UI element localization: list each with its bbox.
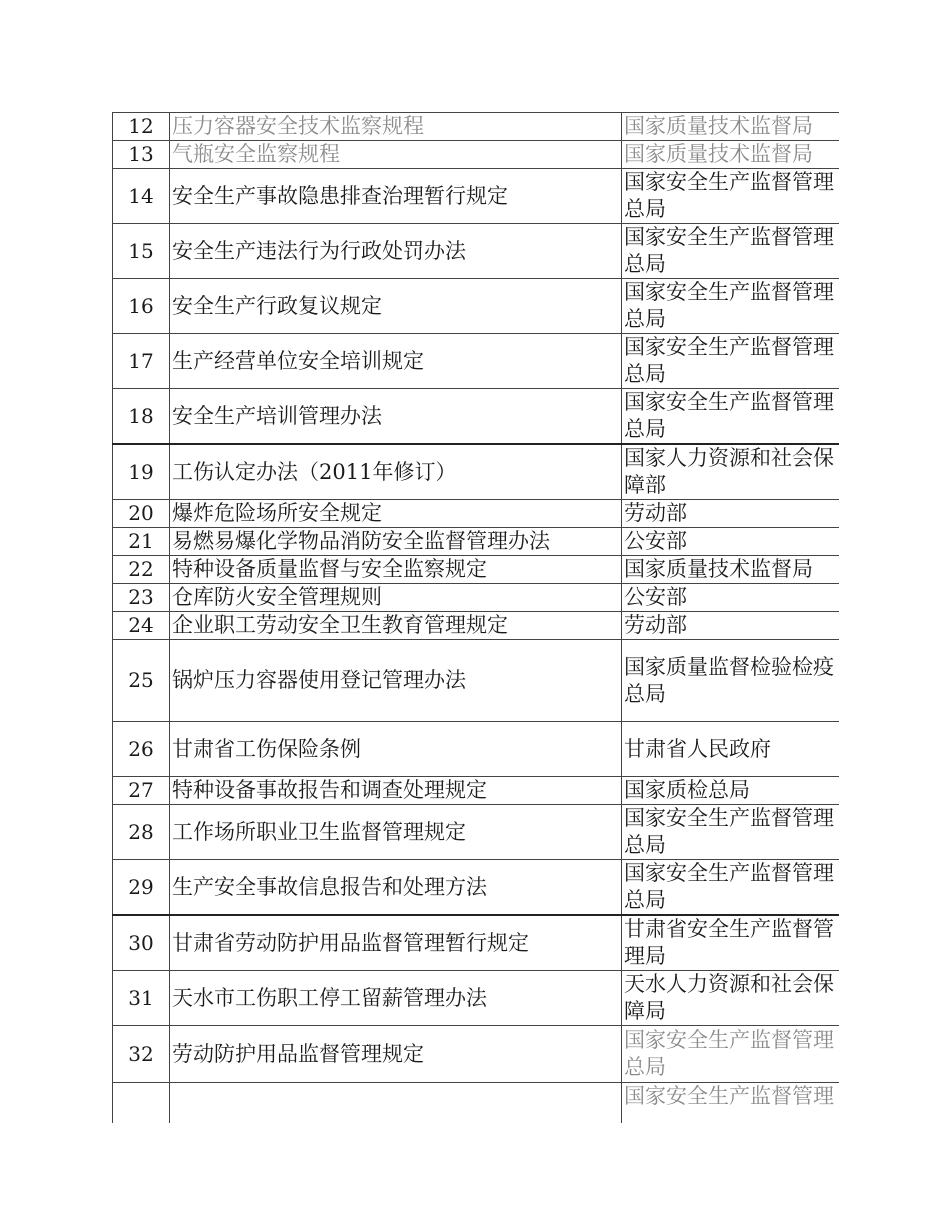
authority-line: 国家人力资源和社会保	[624, 446, 834, 470]
regulation-name: 气瓶安全监察规程	[170, 141, 622, 169]
issuing-authority	[622, 334, 839, 389]
row-number: 32	[113, 1026, 170, 1083]
row-number: 25	[113, 640, 170, 722]
regulation-name: 仓库防火安全管理规则	[170, 584, 622, 612]
row-number: 15	[113, 224, 170, 279]
regulation-name: 易燃易爆化学物品消防安全监督管理办法	[170, 528, 622, 556]
row-number: 19	[113, 444, 170, 500]
regulation-name: 工伤认定办法（2011年修订）	[170, 444, 622, 500]
row-number: 12	[113, 113, 170, 141]
regulation-name: 甘肃省劳动防护用品监督管理暂行规定	[170, 915, 622, 971]
authority-line: 公安部	[624, 529, 687, 553]
regulation-name: 安全生产培训管理办法	[170, 389, 622, 445]
row-number: 29	[113, 860, 170, 916]
table-row	[113, 915, 839, 971]
issuing-authority	[622, 224, 839, 279]
table-row	[113, 224, 839, 279]
regulation-name: 生产安全事故信息报告和处理方法	[170, 860, 622, 916]
row-number: 20	[113, 500, 170, 528]
authority-line: 甘肃省人民政府	[624, 736, 771, 761]
authority-line: 总局	[624, 417, 666, 441]
authority-line: 劳动部	[624, 613, 687, 637]
table-row	[113, 584, 839, 612]
authority-line: 国家质检总局	[624, 778, 750, 802]
table-row	[113, 279, 839, 334]
issuing-authority	[622, 805, 839, 860]
regulation-name: 甘肃省工伤保险条例	[170, 722, 622, 777]
row-number: 22	[113, 556, 170, 584]
authority-line: 障局	[624, 999, 666, 1023]
regulation-name: 工作场所职业卫生监督管理规定	[170, 805, 622, 860]
issuing-authority	[622, 500, 839, 528]
authority-line: 总局	[624, 1055, 666, 1079]
table-row	[113, 860, 839, 916]
regulation-name: 劳动防护用品监督管理规定	[170, 1026, 622, 1083]
table-row	[113, 556, 839, 584]
issuing-authority	[622, 141, 839, 169]
issuing-authority	[622, 860, 839, 916]
row-number: 27	[113, 777, 170, 805]
issuing-authority	[622, 169, 839, 224]
authority-line: 总局	[624, 197, 666, 221]
authority-line: 总局	[624, 833, 666, 857]
authority-line: 国家安全生产监督管理	[624, 170, 834, 194]
authority-line: 甘肃省安全生产监督管	[624, 917, 834, 941]
table-row	[113, 805, 839, 860]
issuing-authority	[622, 556, 839, 584]
table-row	[113, 389, 839, 445]
regulation-name: 天水市工伤职工停工留薪管理办法	[170, 971, 622, 1026]
authority-line: 国家安全生产监督管理	[624, 806, 834, 830]
authority-line: 国家安全生产监督管理	[624, 225, 834, 249]
authority-line: 国家安全生产监督管理	[624, 861, 834, 885]
issuing-authority	[622, 971, 839, 1026]
row-number: 13	[113, 141, 170, 169]
row-number: 21	[113, 528, 170, 556]
row-number: 23	[113, 584, 170, 612]
authority-line: 总局	[624, 362, 666, 386]
authority-line: 总局	[624, 252, 666, 276]
authority-line: 国家安全生产监督管理	[624, 335, 834, 359]
authority-line: 国家质量监督检验检疫	[624, 654, 834, 679]
issuing-authority	[622, 528, 839, 556]
table-row	[113, 334, 839, 389]
row-number: 16	[113, 279, 170, 334]
table-row	[113, 640, 839, 722]
issuing-authority	[622, 1083, 839, 1123]
authority-line: 国家质量技术监督局	[624, 142, 813, 166]
row-number: 17	[113, 334, 170, 389]
authority-line: 国家安全生产监督管理	[624, 280, 834, 304]
authority-line: 障部	[624, 473, 666, 497]
row-number: 28	[113, 805, 170, 860]
authority-line: 国家安全生产监督管理	[624, 1084, 834, 1108]
issuing-authority	[622, 612, 839, 640]
row-number: 14	[113, 169, 170, 224]
authority-line: 国家安全生产监督管理	[624, 1028, 834, 1052]
regulation-name: 安全生产违法行为行政处罚办法	[170, 224, 622, 279]
regulation-name: 爆炸危险场所安全规定	[170, 500, 622, 528]
authority-line: 劳动部	[624, 501, 687, 525]
table-row	[113, 113, 839, 141]
authority-line: 总局	[624, 888, 666, 912]
table-row	[113, 1083, 839, 1123]
table-row	[113, 169, 839, 224]
regulations-table	[112, 112, 839, 1123]
table-row	[113, 141, 839, 169]
authority-line: 国家质量技术监督局	[624, 114, 813, 138]
regulation-name: 压力容器安全技术监察规程	[170, 113, 622, 141]
row-number	[113, 1083, 170, 1123]
table-row	[113, 444, 839, 500]
issuing-authority	[622, 584, 839, 612]
table-row	[113, 528, 839, 556]
row-number: 26	[113, 722, 170, 777]
authority-line: 国家安全生产监督管理	[624, 390, 834, 414]
regulation-name: 企业职工劳动安全卫生教育管理规定	[170, 612, 622, 640]
issuing-authority	[622, 113, 839, 141]
issuing-authority	[622, 1026, 839, 1083]
regulation-name: 生产经营单位安全培训规定	[170, 334, 622, 389]
issuing-authority	[622, 640, 839, 722]
issuing-authority	[622, 915, 839, 971]
regulation-name: 安全生产事故隐患排查治理暂行规定	[170, 169, 622, 224]
regulation-name: 锅炉压力容器使用登记管理办法	[170, 640, 622, 722]
issuing-authority	[622, 444, 839, 500]
regulation-name: 安全生产行政复议规定	[170, 279, 622, 334]
table-row	[113, 777, 839, 805]
issuing-authority	[622, 389, 839, 445]
row-number: 18	[113, 389, 170, 445]
authority-line: 总局	[624, 307, 666, 331]
table-row	[113, 500, 839, 528]
table-row	[113, 1026, 839, 1083]
authority-line: 公安部	[624, 585, 687, 609]
authority-line: 总局	[624, 681, 666, 706]
issuing-authority	[622, 777, 839, 805]
row-number: 24	[113, 612, 170, 640]
table-row	[113, 971, 839, 1026]
issuing-authority	[622, 722, 839, 777]
authority-line: 理局	[624, 944, 666, 968]
authority-line: 国家质量技术监督局	[624, 557, 813, 581]
regulation-name: 特种设备事故报告和调查处理规定	[170, 777, 622, 805]
row-number: 30	[113, 915, 170, 971]
row-number: 31	[113, 971, 170, 1026]
regulation-name: 特种设备质量监督与安全监察规定	[170, 556, 622, 584]
issuing-authority	[622, 279, 839, 334]
authority-line: 天水人力资源和社会保	[624, 972, 834, 996]
table-row	[113, 722, 839, 777]
table-row	[113, 612, 839, 640]
regulation-name	[170, 1083, 622, 1123]
regulations-table-body	[113, 113, 839, 1123]
